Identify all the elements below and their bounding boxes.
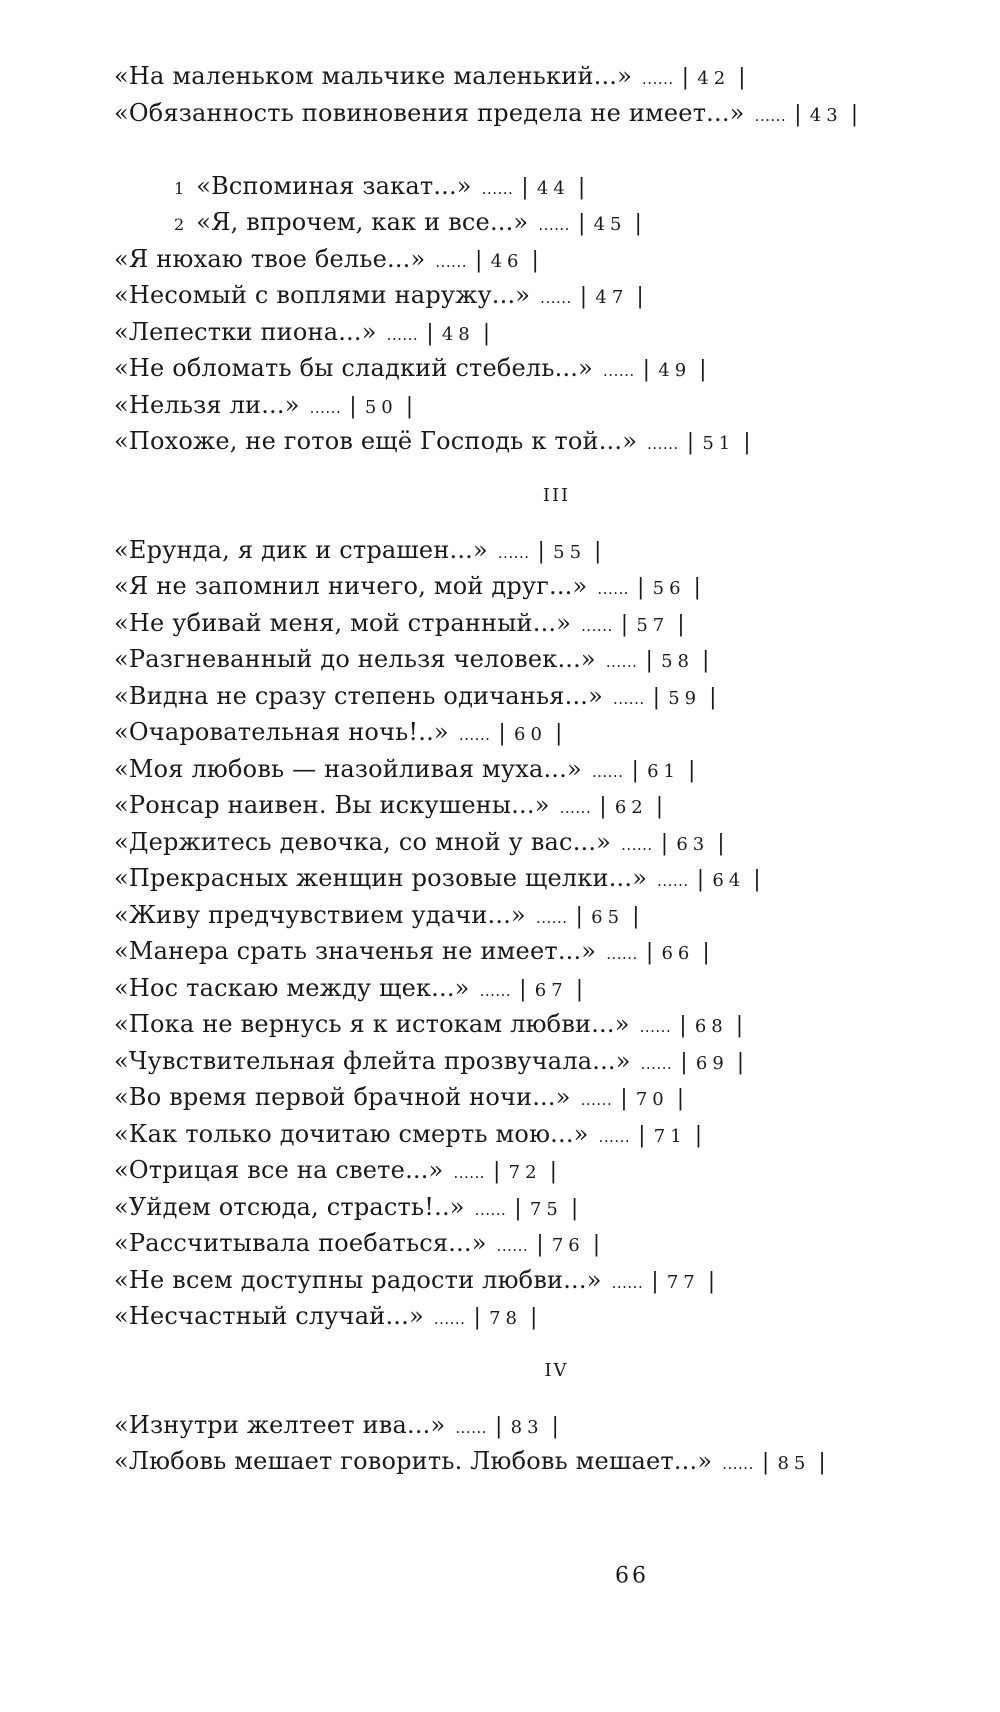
entry-page-number: 55 (553, 541, 587, 563)
entry-leader: ...... (639, 1018, 672, 1036)
entry-separator: | (681, 65, 690, 90)
entry-page-number: 56 (652, 578, 686, 599)
entry-page-number: 57 (636, 614, 670, 636)
entry-leader: ...... (647, 435, 679, 453)
toc-entry (114, 678, 894, 715)
toc-entry (114, 787, 894, 824)
entry-title: «Моя любовь — назойливая муха...» (114, 754, 582, 783)
entry-leader: ...... (453, 1164, 486, 1182)
toc-entry (114, 1298, 894, 1335)
entry-title: «Нос таскаю между щек...» (114, 973, 470, 1002)
entry-separator: | (637, 575, 645, 600)
entry-page-number: 68 (694, 1016, 728, 1037)
entry-separator: | (655, 794, 664, 819)
entry-separator: | (474, 247, 483, 273)
entry-separator: | (599, 794, 607, 819)
entry-title: «Видна не сразу степень одичанья...» (114, 681, 603, 710)
entry-separator: | (761, 1450, 770, 1475)
entry-title: «Я не запомнил ничего, мой друг...» (114, 572, 588, 600)
entry-title: «Чувствительная флейта прозвучала...» (114, 1046, 631, 1075)
entry-separator: | (632, 903, 640, 929)
entry-title: «Пока не вернусь я к истокам любви...» (114, 1010, 630, 1038)
entry-title: «Ерунда, я дик и страшен...» (114, 535, 488, 564)
entry-number: 1 (174, 178, 187, 198)
entry-leader: ...... (605, 653, 638, 671)
entry-separator: | (677, 611, 685, 637)
entry-leader: ...... (538, 216, 570, 234)
entry-title: «Изнутри желтеет ива...» (114, 1410, 446, 1439)
entry-separator: | (707, 1268, 716, 1294)
entry-title: «Я, впрочем, как и все...» (196, 208, 529, 236)
entry-separator: | (577, 174, 586, 200)
toc-entry (114, 423, 894, 460)
entry-title: «Похоже, не готов ещё Господь к той...» (114, 427, 638, 455)
entry-separator: | (521, 174, 529, 200)
entry-page-number: 66 (661, 943, 695, 964)
entry-separator: | (850, 101, 859, 127)
entry-page-number: 51 (702, 433, 736, 454)
entry-leader: ...... (598, 1127, 631, 1146)
entry-separator: | (634, 211, 643, 236)
entry-title: «Ронсар наивен. Вы искушены...» (114, 791, 550, 819)
toc-entry (114, 897, 894, 934)
section-heading-4: IV (544, 1359, 569, 1381)
toc-entry (114, 1079, 894, 1116)
toc-group-part2-tail (114, 58, 894, 131)
entry-separator: | (694, 1122, 703, 1148)
entry-separator: | (717, 830, 725, 856)
entry-separator: | (554, 721, 563, 746)
toc-group-part4 (114, 1407, 894, 1480)
toc-entry (114, 1116, 894, 1153)
entry-leader: ...... (535, 908, 568, 927)
entry-separator: | (818, 1450, 826, 1475)
entry-leader: ...... (597, 580, 630, 598)
entry-separator: | (405, 393, 414, 419)
entry-separator: | (426, 320, 434, 346)
toc-entry (114, 277, 894, 314)
entry-separator: | (699, 357, 707, 382)
toc-entry (114, 1407, 894, 1444)
entry-separator: | (575, 903, 584, 929)
entry-separator: | (645, 940, 654, 965)
entry-title: «Манера срать значенья не имеет...» (114, 937, 597, 965)
toc-entry (114, 714, 894, 751)
entry-title: «Вспоминая закат...» (196, 171, 472, 200)
entry-page-number: 48 (441, 323, 475, 345)
toc-entry (114, 58, 894, 95)
entry-leader: ...... (621, 835, 653, 854)
entry-separator: | (495, 1413, 503, 1439)
entry-title: «Несчастный случай...» (114, 1302, 424, 1330)
entry-separator: | (743, 430, 751, 455)
entry-title: «Уйдем отсюда, страсть!..» (114, 1192, 465, 1221)
entry-leader: ...... (657, 872, 689, 890)
entry-title: «Я нюхаю твое белье...» (114, 244, 426, 273)
entry-separator: | (498, 721, 507, 746)
entry-page-number: 70 (635, 1089, 669, 1110)
entry-separator: | (686, 430, 695, 455)
entry-separator: | (579, 284, 588, 309)
entry-leader: ...... (603, 362, 635, 380)
toc-entry (114, 1043, 894, 1080)
entry-page-number: 71 (653, 1125, 687, 1147)
toc-entry (114, 933, 894, 970)
entry-title: «Рассчитывала поебаться...» (114, 1229, 487, 1257)
entry-separator: | (660, 830, 669, 856)
toc-entry (114, 95, 894, 132)
entry-title: «Не убивай меня, мой странный...» (114, 608, 572, 637)
entry-separator: | (702, 940, 710, 965)
entry-leader: ...... (481, 179, 514, 198)
entry-separator: | (680, 1049, 688, 1075)
entry-page-number: 58 (661, 651, 694, 672)
section-heading-3: III (542, 484, 571, 506)
entry-page-number: 43 (809, 104, 843, 126)
entry-separator: | (693, 575, 702, 600)
entry-page-number: 65 (591, 906, 625, 928)
entry-separator: | (473, 1305, 482, 1330)
entry-page-number: 62 (614, 797, 648, 818)
toc-entry (114, 1262, 894, 1299)
entry-page-number: 42 (697, 68, 731, 89)
entry-separator: | (529, 1305, 538, 1330)
entry-separator: | (642, 357, 651, 382)
entry-separator: | (696, 867, 705, 892)
entry-separator: | (687, 757, 696, 783)
entry-page-number: 44 (536, 177, 570, 199)
entry-separator: | (651, 1268, 659, 1294)
entry-page-number: 83 (510, 1416, 544, 1438)
entry-leader: ...... (606, 945, 638, 963)
entry-title: «Лепестки пиона...» (114, 317, 377, 346)
entry-title: «Очаровательная ночь!..» (114, 718, 449, 746)
entry-title: «Любовь мешает говорить. Любовь мешает...» (114, 1447, 713, 1475)
entry-title: «Нельзя ли...» (114, 390, 300, 419)
entry-separator: | (537, 538, 546, 564)
entry-leader: ...... (559, 799, 592, 817)
entry-page-number: 50 (364, 396, 398, 418)
entry-separator: | (676, 1086, 685, 1111)
toc-entry (114, 970, 894, 1007)
entry-page-number: 78 (489, 1308, 522, 1329)
entry-separator: | (794, 101, 802, 127)
toc-entry (114, 314, 894, 351)
entry-separator: | (531, 247, 540, 273)
table-of-contents (114, 58, 894, 1480)
entry-separator: | (549, 1159, 558, 1184)
entry-separator: | (735, 1013, 744, 1038)
entry-page-number: 67 (534, 979, 568, 1001)
entry-leader: ...... (435, 252, 467, 271)
toc-entry (114, 568, 894, 605)
entry-leader: ...... (309, 398, 342, 417)
entry-separator: | (738, 65, 746, 90)
entry-separator: | (592, 1232, 601, 1257)
entry-separator: | (493, 1159, 501, 1184)
entry-page-number: 45 (593, 214, 627, 235)
toc-entry (114, 350, 894, 387)
entry-separator: | (536, 1232, 544, 1257)
entry-page-number: 46 (490, 250, 524, 272)
entry-separator: | (551, 1413, 560, 1439)
entry-page-number: 75 (529, 1198, 563, 1220)
entry-title: «Обязанность повиновения предела не имеет...» (114, 98, 745, 127)
entry-leader: ...... (722, 1455, 754, 1473)
entry-title: «Живу предчувствием удачи...» (114, 900, 526, 929)
toc-entry (114, 824, 894, 861)
entry-page-number: 72 (508, 1162, 542, 1183)
entry-page-number: 77 (666, 1271, 700, 1293)
entry-separator: | (482, 320, 491, 346)
toc-group-part3 (114, 532, 894, 1335)
toc-entry (114, 387, 894, 424)
toc-entry (114, 751, 894, 788)
toc-group-numbered (114, 168, 894, 241)
entry-separator: | (679, 1013, 687, 1038)
entry-leader: ...... (611, 1273, 644, 1292)
entry-leader: ...... (754, 106, 787, 125)
toc-entry (114, 1152, 894, 1189)
toc-group-part2-rest (114, 241, 894, 460)
entry-number: 2 (174, 215, 187, 234)
toc-entry (114, 168, 894, 205)
entry-page-number: 49 (658, 360, 692, 381)
entry-page-number: 61 (647, 760, 680, 782)
entry-separator: | (349, 393, 357, 419)
entry-leader: ...... (386, 325, 419, 344)
entry-title: «Не обломать бы сладкий стебель...» (114, 354, 594, 382)
toc-entry (114, 241, 894, 278)
entry-title: «На маленьком мальчике маленький...» (114, 62, 633, 90)
entry-separator: | (575, 976, 584, 1002)
entry-title: «Не всем доступны радости любви...» (114, 1265, 602, 1294)
entry-separator: | (570, 1195, 579, 1221)
entry-title: «Разгневанный до нельзя человек...» (114, 645, 596, 673)
entry-leader: ...... (640, 1054, 673, 1073)
toc-entry (114, 1006, 894, 1043)
entry-leader: ...... (613, 689, 645, 708)
toc-entry (114, 1443, 894, 1480)
spacer (114, 131, 894, 168)
entry-title: «Держитесь девочка, со мной у вас...» (114, 827, 612, 856)
entry-title: «Во время первой брачной ночи...» (114, 1083, 571, 1111)
entry-page-number: 64 (712, 870, 746, 891)
page-number: 99 (612, 1560, 646, 1585)
entry-page-number: 63 (676, 833, 710, 855)
toc-entry (114, 532, 894, 569)
entry-leader: ...... (474, 1200, 507, 1219)
toc-entry (114, 641, 894, 678)
entry-leader: ...... (455, 1418, 487, 1437)
toc-entry (114, 1225, 894, 1262)
entry-page-number: 60 (514, 724, 547, 745)
entry-separator: | (709, 684, 717, 710)
toc-entry (114, 605, 894, 642)
entry-page-number: 85 (777, 1453, 811, 1474)
entry-separator: | (620, 1086, 628, 1111)
entry-separator: | (514, 1195, 522, 1221)
entry-separator: | (736, 1049, 745, 1075)
entry-leader: ...... (580, 1091, 613, 1109)
entry-separator: | (753, 867, 761, 892)
toc-entry (114, 1189, 894, 1226)
entry-separator: | (638, 1122, 646, 1148)
entry-page-number: 76 (551, 1235, 585, 1256)
entry-separator: | (577, 211, 586, 236)
entry-leader: ...... (581, 616, 613, 635)
entry-leader: ...... (591, 762, 624, 781)
entry-separator: | (631, 757, 640, 783)
entry-title: «Отрицая все на свете...» (114, 1156, 444, 1184)
entry-separator: | (620, 611, 629, 637)
entry-separator: | (652, 684, 661, 710)
entry-leader: ...... (497, 543, 530, 562)
entry-page-number: 69 (695, 1052, 729, 1074)
entry-page-number: 47 (595, 287, 629, 308)
entry-separator: | (701, 648, 710, 673)
entry-leader: ...... (496, 1237, 529, 1255)
toc-entry (114, 204, 894, 241)
entry-leader: ...... (540, 289, 572, 307)
toc-entry (114, 860, 894, 897)
entry-title: «Как только дочитаю смерть мою...» (114, 1119, 589, 1148)
entry-title: «Несомый с воплями наружу...» (114, 281, 531, 309)
entry-leader: ...... (458, 726, 491, 744)
entry-separator: | (645, 648, 654, 673)
entry-leader: ...... (479, 981, 512, 1000)
entry-leader: ...... (642, 70, 674, 88)
entry-separator: | (636, 284, 644, 309)
entry-page-number: 59 (668, 687, 702, 709)
entry-leader: ...... (433, 1310, 466, 1328)
entry-separator: | (594, 538, 602, 564)
entry-separator: | (519, 976, 527, 1002)
entry-title: «Прекрасных женщин розовые щелки...» (114, 864, 648, 892)
